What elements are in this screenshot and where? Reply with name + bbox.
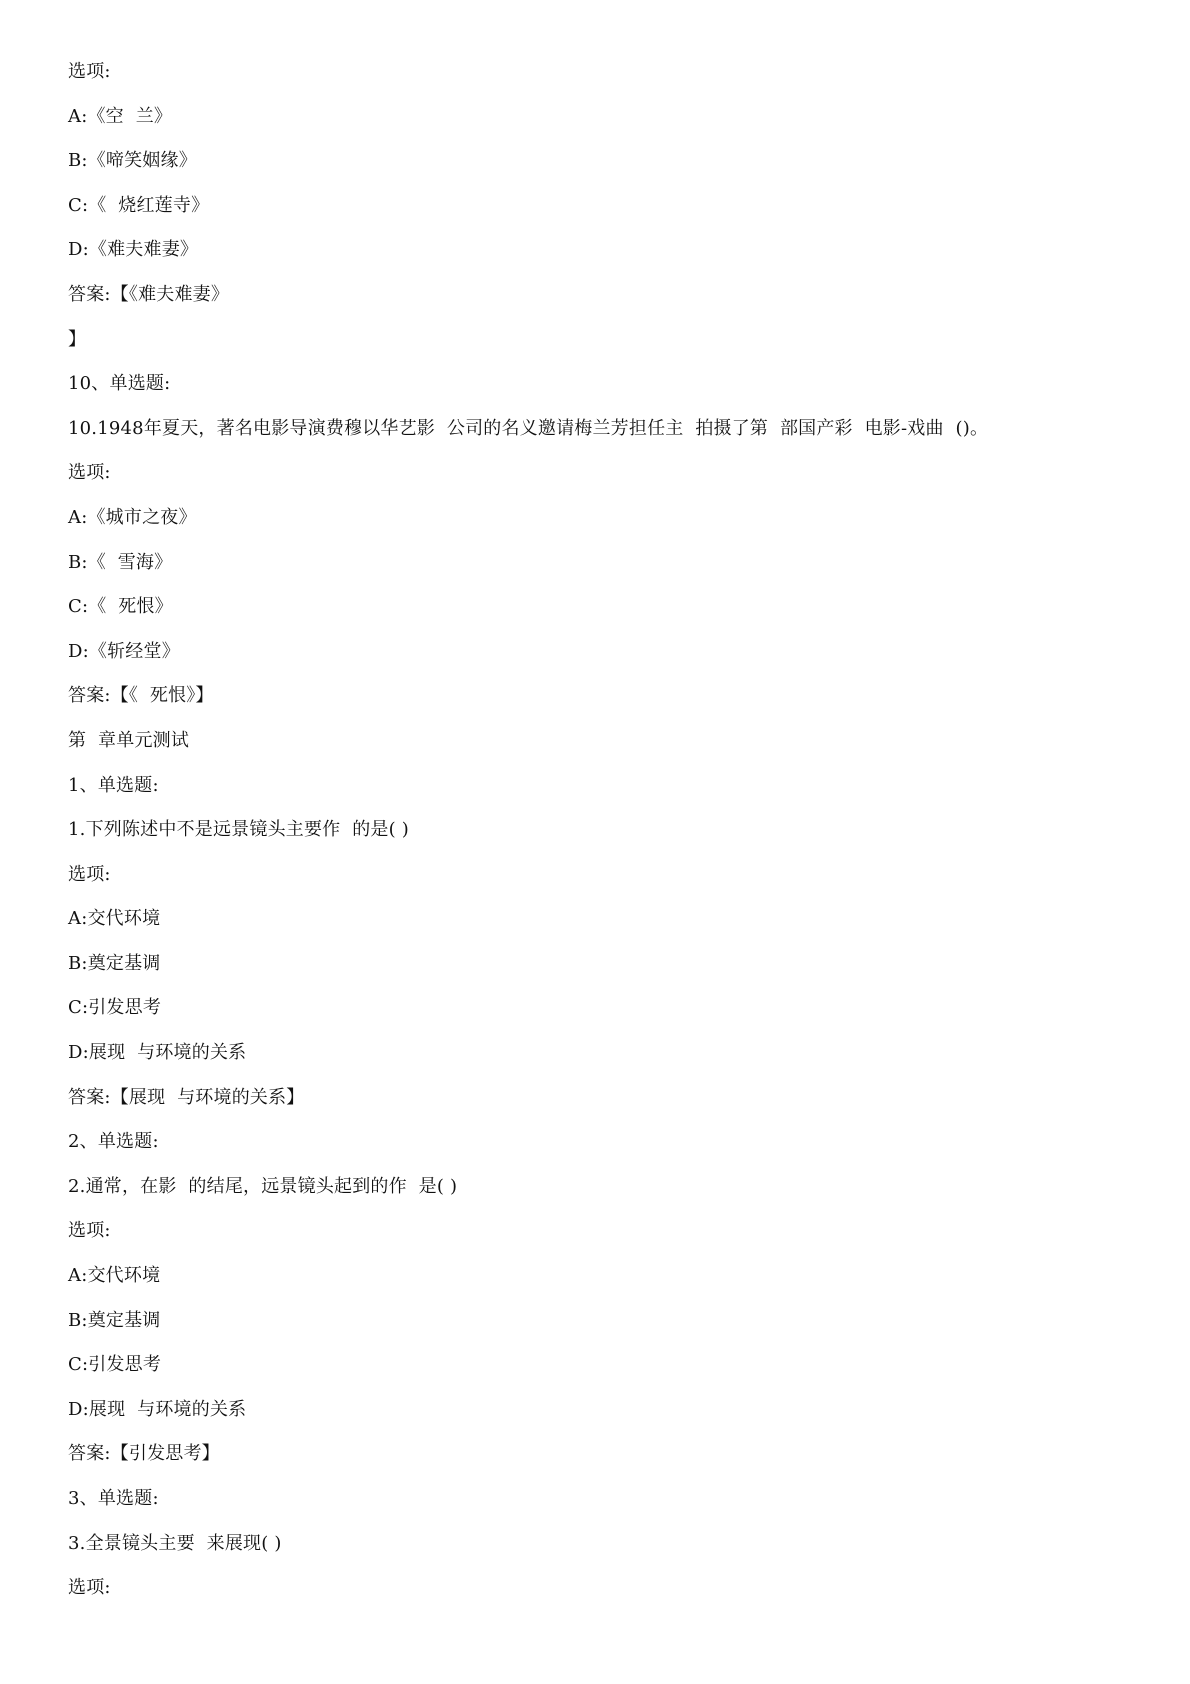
question-text: 1.下列陈述中不是远景镜头主要作 的是( ) <box>68 819 409 841</box>
option-c: C:引发思考 <box>68 1354 162 1376</box>
options-label: 选项: <box>68 863 111 885</box>
option-d: D:展现 与环境的关系 <box>68 1398 247 1420</box>
option-a: A:交代环境 <box>68 908 161 930</box>
answer: 答案:【引发思考】 <box>68 1443 220 1465</box>
option-a: A:《城市之夜》 <box>68 506 197 528</box>
options-label: 选项: <box>68 1220 111 1242</box>
option-b: B:《啼笑姻缘》 <box>68 150 197 172</box>
option-a: A:交代环境 <box>68 1265 161 1287</box>
answer: 答案:【《 死恨》】 <box>68 685 214 707</box>
question-header: 3、单选题: <box>68 1488 159 1509</box>
answer-continuation: 】 <box>68 328 87 350</box>
question-text: 2.通常，在影 的结尾，远景镜头起到的作 是( ) <box>68 1175 458 1197</box>
question-text: 10.1948年夏天，著名电影导演费穆以华艺影 公司的名义邀请梅兰芳担任主 拍摄了第 部国产彩 电影-戏曲 ()。 <box>68 417 989 439</box>
question-header: 10、单选题: <box>68 373 171 395</box>
option-b: B:奠定基调 <box>68 952 161 974</box>
options-label: 选项: <box>68 1577 111 1599</box>
option-a: A:《空 兰》 <box>68 105 173 127</box>
answer: 答案:【《难夫难妻》 <box>68 283 230 305</box>
answer: 答案:【展现 与环境的关系】 <box>68 1086 305 1108</box>
question-header: 2、单选题: <box>68 1131 159 1153</box>
options-label: 选项: <box>68 61 111 82</box>
option-b: B:《 雪海》 <box>68 551 173 573</box>
option-d: D:《斩经堂》 <box>68 640 180 662</box>
question-text: 3.全景镜头主要 来展现( ) <box>68 1532 282 1554</box>
option-c: C:《 死恨》 <box>68 596 173 618</box>
option-d: D:《难夫难妻》 <box>68 239 199 261</box>
option-b: B:奠定基调 <box>68 1309 161 1331</box>
section-heading: 第 章单元测试 <box>68 729 190 751</box>
option-c: C:《 烧红莲寺》 <box>68 194 210 216</box>
option-c: C:引发思考 <box>68 997 162 1019</box>
options-label: 选项: <box>68 462 111 484</box>
option-d: D:展现 与环境的关系 <box>68 1042 247 1064</box>
question-header: 1、单选题: <box>68 774 159 796</box>
